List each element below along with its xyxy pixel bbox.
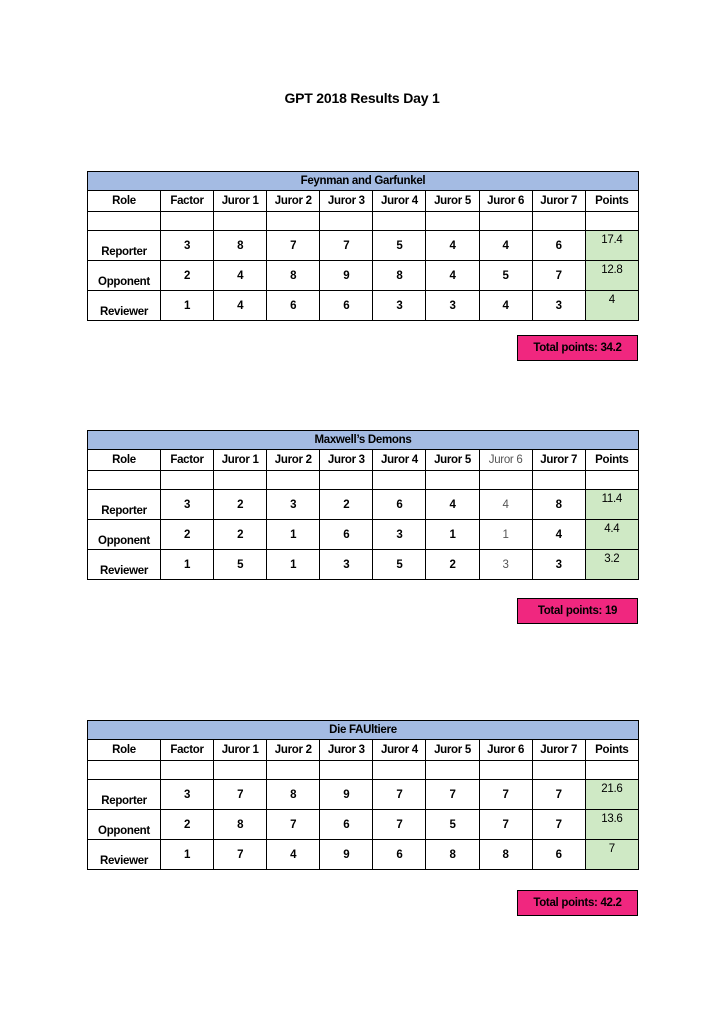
score-cell: 9: [320, 261, 373, 291]
column-header: Juror 6: [479, 450, 532, 471]
factor-cell: 3: [161, 231, 214, 261]
score-cell: 6: [373, 490, 426, 520]
team-name: Die FAUltiere: [88, 721, 639, 740]
factor-cell: 3: [161, 780, 214, 810]
score-cell: 4: [426, 231, 479, 261]
results-table: [87, 171, 639, 321]
factor-cell: 2: [161, 520, 214, 550]
score-cell: 2: [320, 490, 373, 520]
score-cell: 2: [214, 490, 267, 520]
column-header: Juror 6: [479, 191, 532, 212]
table-row: [88, 810, 639, 840]
score-cell: 8: [479, 840, 532, 870]
role-cell: Reporter: [88, 780, 161, 810]
score-cell: 3: [267, 490, 320, 520]
score-cell: 3: [532, 291, 585, 321]
score-cell: 7: [426, 780, 479, 810]
score-cell: 5: [479, 261, 532, 291]
column-header: Factor: [161, 450, 214, 471]
column-header: Juror 7: [532, 450, 585, 471]
score-cell: 5: [373, 550, 426, 580]
score-cell: 4: [214, 261, 267, 291]
column-header: Points: [585, 450, 638, 471]
column-header: Role: [88, 191, 161, 212]
column-header: Juror 4: [373, 450, 426, 471]
score-cell: 6: [532, 840, 585, 870]
role-cell: Reporter: [88, 490, 161, 520]
factor-cell: 1: [161, 550, 214, 580]
column-header: Juror 5: [426, 450, 479, 471]
score-cell: 6: [532, 231, 585, 261]
score-cell: 7: [320, 231, 373, 261]
points-cell: 11.4: [585, 490, 638, 520]
points-cell: 21.6: [585, 780, 638, 810]
role-cell: Reviewer: [88, 840, 161, 870]
role-cell: Opponent: [88, 261, 161, 291]
table-row: [88, 780, 639, 810]
team-name: Feynman and Garfunkel: [88, 172, 639, 191]
team-block-feynman: [87, 171, 638, 354]
score-cell: 7: [373, 780, 426, 810]
score-cell: 7: [267, 231, 320, 261]
score-cell: 7: [267, 810, 320, 840]
score-cell: 7: [532, 261, 585, 291]
column-header: Juror 1: [214, 450, 267, 471]
score-cell: 8: [214, 810, 267, 840]
score-cell: 5: [373, 231, 426, 261]
score-cell: 9: [320, 840, 373, 870]
role-cell: Reviewer: [88, 550, 161, 580]
score-cell: 8: [373, 261, 426, 291]
column-header: Juror 7: [532, 740, 585, 761]
column-header: Juror 3: [320, 740, 373, 761]
points-cell: 12.8: [585, 261, 638, 291]
score-cell: 5: [214, 550, 267, 580]
points-cell: 17.4: [585, 231, 638, 261]
column-header: Role: [88, 740, 161, 761]
factor-cell: 1: [161, 291, 214, 321]
score-cell: 4: [426, 490, 479, 520]
score-cell: 4: [214, 291, 267, 321]
table-row: [88, 840, 639, 870]
factor-cell: 3: [161, 490, 214, 520]
score-cell: 6: [320, 810, 373, 840]
column-header: Juror 5: [426, 740, 479, 761]
score-cell: 6: [373, 840, 426, 870]
column-header: Points: [585, 740, 638, 761]
score-cell: 1: [426, 520, 479, 550]
score-cell: 8: [532, 490, 585, 520]
factor-cell: 1: [161, 840, 214, 870]
points-cell: 4.4: [585, 520, 638, 550]
column-header: Juror 4: [373, 740, 426, 761]
total-points-badge: Total points: 19: [517, 598, 638, 624]
table-row: [88, 291, 639, 321]
column-header: Juror 3: [320, 191, 373, 212]
role-cell: Opponent: [88, 810, 161, 840]
score-cell: 7: [479, 780, 532, 810]
table-row: [88, 520, 639, 550]
score-cell: 7: [479, 810, 532, 840]
column-header: Juror 1: [214, 740, 267, 761]
score-cell: 8: [426, 840, 479, 870]
score-cell: 2: [426, 550, 479, 580]
score-cell: 8: [267, 780, 320, 810]
score-cell: 4: [479, 291, 532, 321]
score-cell: 4: [479, 231, 532, 261]
score-cell: 2: [214, 520, 267, 550]
team-block-faultiere: [87, 720, 638, 909]
column-header: Juror 5: [426, 191, 479, 212]
score-cell: 9: [320, 780, 373, 810]
score-cell: 4: [532, 520, 585, 550]
score-cell: 3: [479, 550, 532, 580]
score-cell: 7: [214, 840, 267, 870]
score-cell: 4: [479, 490, 532, 520]
score-cell: 5: [426, 810, 479, 840]
page-title: GPT 2018 Results Day 1: [284, 90, 440, 106]
team-name: Maxwell’s Demons: [88, 431, 639, 450]
score-cell: 3: [426, 291, 479, 321]
score-cell: 4: [426, 261, 479, 291]
score-cell: 4: [267, 840, 320, 870]
role-cell: Opponent: [88, 520, 161, 550]
table-row: [88, 261, 639, 291]
points-cell: 13.6: [585, 810, 638, 840]
score-cell: 6: [320, 291, 373, 321]
column-header: Juror 4: [373, 191, 426, 212]
points-cell: 4: [585, 291, 638, 321]
column-header: Juror 2: [267, 191, 320, 212]
column-header: Juror 1: [214, 191, 267, 212]
column-header: Points: [585, 191, 638, 212]
points-cell: 3.2: [585, 550, 638, 580]
score-cell: 7: [532, 780, 585, 810]
column-header: Juror 6: [479, 740, 532, 761]
results-table: [87, 430, 639, 580]
score-cell: 3: [373, 520, 426, 550]
column-header: Juror 7: [532, 191, 585, 212]
role-cell: Reporter: [88, 231, 161, 261]
column-header: Juror 3: [320, 450, 373, 471]
column-header: Role: [88, 450, 161, 471]
score-cell: 1: [267, 550, 320, 580]
column-header: Factor: [161, 740, 214, 761]
table-row: [88, 231, 639, 261]
column-header: Juror 2: [267, 740, 320, 761]
score-cell: 3: [532, 550, 585, 580]
score-cell: 6: [267, 291, 320, 321]
score-cell: 1: [267, 520, 320, 550]
team-block-maxwell: [87, 430, 638, 617]
role-cell: Reviewer: [88, 291, 161, 321]
score-cell: 7: [373, 810, 426, 840]
score-cell: 7: [214, 780, 267, 810]
factor-cell: 2: [161, 261, 214, 291]
table-row: [88, 550, 639, 580]
score-cell: 1: [479, 520, 532, 550]
points-cell: 7: [585, 840, 638, 870]
score-cell: 3: [373, 291, 426, 321]
total-points-badge: Total points: 34.2: [517, 335, 638, 361]
column-header: Factor: [161, 191, 214, 212]
score-cell: 8: [214, 231, 267, 261]
column-header: Juror 2: [267, 450, 320, 471]
score-cell: 3: [320, 550, 373, 580]
table-row: [88, 490, 639, 520]
score-cell: 6: [320, 520, 373, 550]
score-cell: 8: [267, 261, 320, 291]
results-table: [87, 720, 639, 870]
factor-cell: 2: [161, 810, 214, 840]
total-points-badge: Total points: 42.2: [517, 890, 638, 916]
score-cell: 7: [532, 810, 585, 840]
